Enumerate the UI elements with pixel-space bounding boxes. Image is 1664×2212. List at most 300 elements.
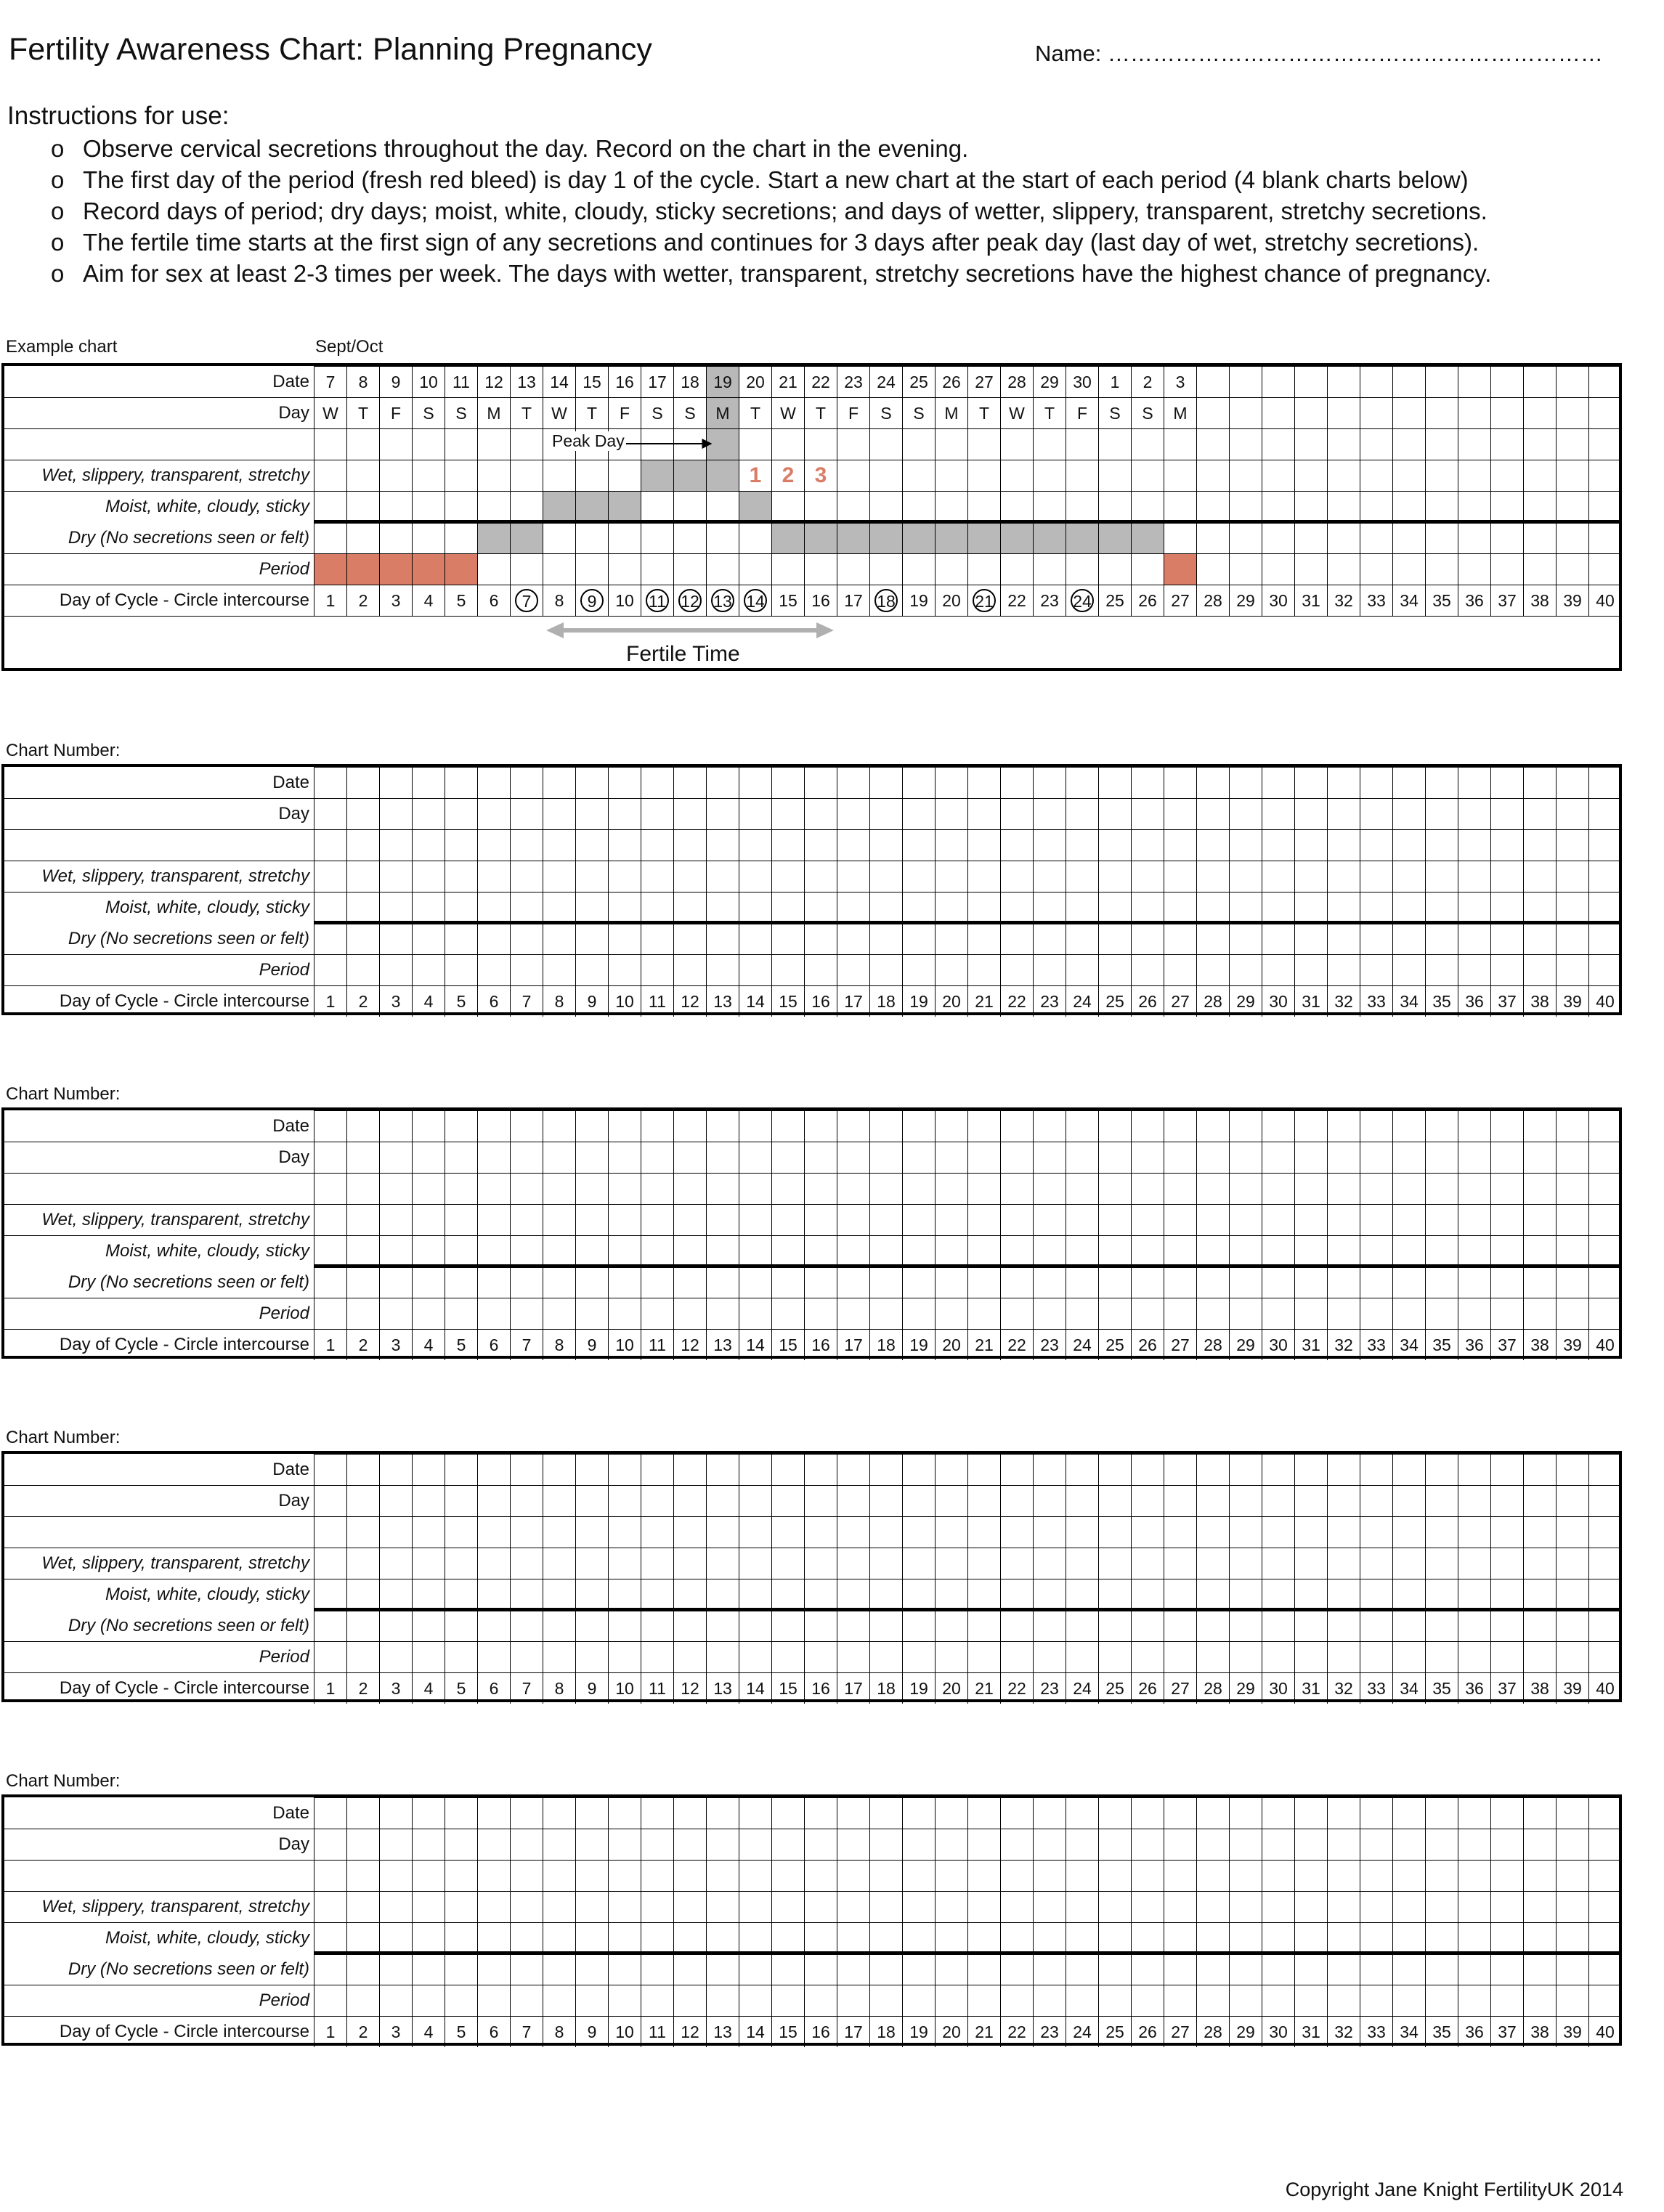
period-cell[interactable] — [510, 1641, 543, 1672]
date-cell[interactable] — [902, 1454, 935, 1485]
wet-cell[interactable] — [510, 861, 543, 892]
spacer-cell[interactable] — [1360, 1516, 1392, 1548]
wet-cell[interactable] — [1523, 1548, 1556, 1579]
dry-cell[interactable] — [1131, 1953, 1164, 1985]
wet-cell[interactable] — [1098, 1891, 1131, 1922]
moist-cell[interactable] — [1392, 1579, 1425, 1610]
day-cell[interactable] — [1066, 1142, 1098, 1173]
cycle-cell[interactable]: 19 — [902, 2016, 935, 2047]
dry-cell[interactable] — [412, 923, 445, 954]
spacer-cell[interactable] — [1066, 829, 1098, 861]
spacer-cell[interactable] — [706, 1173, 739, 1204]
spacer-cell[interactable] — [379, 1860, 412, 1891]
period-cell[interactable] — [1196, 1985, 1229, 2016]
dry-cell[interactable] — [771, 1610, 804, 1641]
cycle-day-cell[interactable]: 1 — [314, 585, 346, 616]
period-cell[interactable] — [1196, 1298, 1229, 1329]
moist-cell[interactable] — [314, 892, 346, 923]
wet-cell[interactable] — [706, 1548, 739, 1579]
dry-cell[interactable] — [641, 1266, 673, 1298]
day-cell[interactable] — [575, 1829, 608, 1860]
cycle-day-cell[interactable]: 26 — [1131, 585, 1164, 616]
spacer-cell[interactable] — [1196, 1516, 1229, 1548]
dry-cell[interactable] — [1000, 1266, 1033, 1298]
period-cell[interactable] — [641, 1641, 673, 1672]
spacer-cell[interactable] — [641, 1516, 673, 1548]
cycle-cell[interactable]: 26 — [1131, 2016, 1164, 2047]
period-cell[interactable] — [902, 1298, 935, 1329]
spacer-cell[interactable] — [1229, 1516, 1262, 1548]
moist-cell[interactable] — [1164, 1579, 1196, 1610]
period-cell[interactable] — [967, 1985, 1000, 2016]
spacer-cell[interactable] — [1000, 1516, 1033, 1548]
wet-cell[interactable] — [1458, 1891, 1490, 1922]
date-cell[interactable] — [902, 1110, 935, 1142]
day-cell[interactable] — [445, 1829, 477, 1860]
date-cell[interactable] — [1392, 1797, 1425, 1829]
wet-cell[interactable] — [346, 861, 379, 892]
moist-cell[interactable] — [543, 1579, 575, 1610]
spacer-cell[interactable] — [412, 1173, 445, 1204]
wet-cell[interactable] — [1392, 1548, 1425, 1579]
cycle-day-cell[interactable]: 6 — [477, 585, 510, 616]
cycle-cell[interactable]: 27 — [1164, 1672, 1196, 1704]
spacer-cell[interactable] — [1131, 1860, 1164, 1891]
period-cell[interactable] — [314, 1985, 346, 2016]
date-cell[interactable] — [1294, 1797, 1327, 1829]
period-cell[interactable] — [1229, 1641, 1262, 1672]
dry-cell[interactable] — [1164, 923, 1196, 954]
cycle-cell[interactable]: 36 — [1458, 985, 1490, 1017]
day-cell[interactable] — [739, 1829, 771, 1860]
day-cell[interactable] — [543, 798, 575, 829]
moist-cell[interactable] — [1523, 1922, 1556, 1953]
period-cell[interactable] — [510, 1298, 543, 1329]
moist-cell[interactable] — [902, 1579, 935, 1610]
day-cell[interactable] — [1523, 1485, 1556, 1516]
period-cell[interactable] — [445, 954, 477, 985]
date-cell[interactable] — [1033, 1454, 1066, 1485]
wet-cell[interactable] — [935, 861, 967, 892]
period-cell[interactable] — [379, 954, 412, 985]
cycle-cell[interactable]: 37 — [1490, 1672, 1523, 1704]
cycle-cell[interactable]: 18 — [869, 985, 902, 1017]
moist-cell[interactable] — [1458, 1579, 1490, 1610]
date-cell[interactable] — [1000, 767, 1033, 798]
day-cell[interactable] — [1392, 798, 1425, 829]
spacer-cell[interactable] — [673, 1173, 706, 1204]
day-cell[interactable] — [1262, 1829, 1294, 1860]
moist-cell[interactable] — [706, 1922, 739, 1953]
period-cell[interactable] — [1229, 1985, 1262, 2016]
spacer-cell[interactable] — [379, 1516, 412, 1548]
period-cell[interactable] — [1033, 1985, 1066, 2016]
dry-cell[interactable] — [1066, 1610, 1098, 1641]
date-cell[interactable] — [771, 1454, 804, 1485]
date-cell[interactable]: 24 — [869, 366, 902, 397]
wet-cell[interactable] — [1000, 1891, 1033, 1922]
day-cell[interactable] — [477, 798, 510, 829]
date-cell[interactable] — [1327, 767, 1360, 798]
period-cell[interactable] — [412, 1641, 445, 1672]
period-cell[interactable] — [1523, 1985, 1556, 2016]
date-cell[interactable] — [1425, 1110, 1458, 1142]
weekday-cell[interactable]: F — [837, 397, 869, 428]
date-cell[interactable] — [1000, 1110, 1033, 1142]
cycle-cell[interactable]: 23 — [1033, 1672, 1066, 1704]
cycle-cell[interactable]: 39 — [1556, 2016, 1588, 2047]
dry-cell[interactable] — [935, 1953, 967, 1985]
wet-cell[interactable] — [608, 1548, 641, 1579]
date-cell[interactable]: 12 — [477, 366, 510, 397]
date-cell[interactable] — [1066, 1797, 1098, 1829]
wet-cell[interactable] — [1425, 1204, 1458, 1235]
moist-cell[interactable] — [673, 1579, 706, 1610]
date-cell[interactable] — [346, 767, 379, 798]
dry-cell[interactable] — [445, 1266, 477, 1298]
cycle-cell[interactable]: 29 — [1229, 1672, 1262, 1704]
dry-cell[interactable] — [869, 923, 902, 954]
cycle-cell[interactable]: 7 — [510, 2016, 543, 2047]
cycle-day-cell[interactable]: 3 — [379, 585, 412, 616]
period-cell[interactable] — [346, 954, 379, 985]
moist-cell[interactable] — [1490, 1579, 1523, 1610]
day-cell[interactable] — [608, 1485, 641, 1516]
spacer-cell[interactable] — [935, 829, 967, 861]
spacer-cell[interactable] — [902, 1860, 935, 1891]
cycle-cell[interactable]: 4 — [412, 1329, 445, 1360]
period-cell[interactable] — [445, 1298, 477, 1329]
spacer-cell[interactable] — [575, 829, 608, 861]
date-cell[interactable] — [1523, 767, 1556, 798]
day-cell[interactable] — [1294, 1829, 1327, 1860]
cycle-cell[interactable]: 2 — [346, 2016, 379, 2047]
period-cell[interactable] — [1098, 954, 1131, 985]
cycle-cell[interactable]: 31 — [1294, 2016, 1327, 2047]
period-cell[interactable] — [510, 1985, 543, 2016]
wet-cell[interactable] — [1229, 1891, 1262, 1922]
day-cell[interactable] — [1196, 1485, 1229, 1516]
name-field[interactable]: Name: ………………………………………………………… — [1035, 41, 1603, 66]
spacer-cell[interactable] — [1131, 829, 1164, 861]
date-cell[interactable] — [673, 1110, 706, 1142]
dry-cell[interactable] — [869, 1953, 902, 1985]
moist-cell[interactable] — [1294, 1922, 1327, 1953]
day-cell[interactable] — [477, 1142, 510, 1173]
wet-cell[interactable] — [1229, 861, 1262, 892]
cycle-cell[interactable]: 12 — [673, 1329, 706, 1360]
date-cell[interactable] — [1556, 1110, 1588, 1142]
spacer-cell[interactable] — [1066, 1516, 1098, 1548]
spacer-cell[interactable] — [1392, 829, 1425, 861]
period-cell[interactable] — [1490, 1298, 1523, 1329]
cycle-cell[interactable]: 2 — [346, 1672, 379, 1704]
spacer-cell[interactable] — [1164, 1173, 1196, 1204]
weekday-cell[interactable]: S — [902, 397, 935, 428]
cycle-cell[interactable]: 23 — [1033, 985, 1066, 1017]
moist-cell[interactable] — [1196, 892, 1229, 923]
day-cell[interactable] — [902, 1142, 935, 1173]
wet-cell[interactable] — [673, 1891, 706, 1922]
wet-cell[interactable] — [346, 1891, 379, 1922]
cycle-cell[interactable]: 24 — [1066, 1329, 1098, 1360]
date-cell[interactable] — [1294, 1454, 1327, 1485]
wet-cell[interactable] — [1196, 1548, 1229, 1579]
day-cell[interactable] — [346, 798, 379, 829]
moist-cell[interactable] — [1588, 1922, 1621, 1953]
dry-cell[interactable] — [935, 1266, 967, 1298]
day-cell[interactable] — [1360, 798, 1392, 829]
wet-cell[interactable] — [543, 1891, 575, 1922]
spacer-cell[interactable] — [346, 1860, 379, 1891]
period-cell[interactable] — [902, 954, 935, 985]
date-cell[interactable] — [1131, 767, 1164, 798]
moist-cell[interactable] — [379, 1922, 412, 1953]
wet-cell[interactable] — [641, 1891, 673, 1922]
wet-cell[interactable] — [1490, 1891, 1523, 1922]
cycle-cell[interactable]: 8 — [543, 985, 575, 1017]
date-cell[interactable]: 16 — [608, 366, 641, 397]
cycle-cell[interactable]: 5 — [445, 1672, 477, 1704]
period-cell[interactable] — [1196, 1641, 1229, 1672]
wet-cell[interactable] — [477, 1204, 510, 1235]
dry-cell[interactable] — [1131, 923, 1164, 954]
day-cell[interactable] — [412, 798, 445, 829]
moist-cell[interactable] — [1294, 892, 1327, 923]
spacer-cell[interactable] — [869, 829, 902, 861]
dry-cell[interactable] — [314, 1610, 346, 1641]
dry-cell[interactable] — [477, 1953, 510, 1985]
date-cell[interactable]: 7 — [314, 366, 346, 397]
spacer-cell[interactable] — [1000, 1860, 1033, 1891]
period-cell[interactable] — [575, 1298, 608, 1329]
spacer-cell[interactable] — [967, 1173, 1000, 1204]
day-cell[interactable] — [673, 798, 706, 829]
dry-cell[interactable] — [1588, 923, 1621, 954]
moist-cell[interactable] — [1458, 1235, 1490, 1266]
wet-cell[interactable] — [1327, 861, 1360, 892]
wet-cell[interactable] — [575, 1891, 608, 1922]
wet-cell[interactable] — [1588, 1204, 1621, 1235]
cycle-cell[interactable]: 24 — [1066, 1672, 1098, 1704]
spacer-cell[interactable] — [771, 1860, 804, 1891]
wet-cell[interactable] — [314, 861, 346, 892]
wet-cell[interactable] — [739, 1548, 771, 1579]
period-cell[interactable] — [608, 1298, 641, 1329]
spacer-cell[interactable] — [935, 1860, 967, 1891]
wet-cell[interactable] — [1164, 861, 1196, 892]
period-cell[interactable] — [869, 1298, 902, 1329]
date-cell[interactable] — [445, 1110, 477, 1142]
day-cell[interactable] — [346, 1142, 379, 1173]
wet-cell[interactable] — [1098, 1204, 1131, 1235]
date-cell[interactable] — [869, 1110, 902, 1142]
date-cell[interactable] — [510, 1110, 543, 1142]
date-cell[interactable] — [1425, 767, 1458, 798]
period-cell[interactable] — [412, 1298, 445, 1329]
day-cell[interactable] — [967, 1485, 1000, 1516]
cycle-cell[interactable]: 4 — [412, 2016, 445, 2047]
day-cell[interactable] — [771, 1142, 804, 1173]
moist-cell[interactable] — [608, 1579, 641, 1610]
day-cell[interactable] — [1164, 1485, 1196, 1516]
spacer-cell[interactable] — [673, 829, 706, 861]
spacer-cell[interactable] — [445, 1516, 477, 1548]
cycle-day-cell[interactable]: 27 — [1164, 585, 1196, 616]
cycle-cell[interactable]: 3 — [379, 985, 412, 1017]
day-cell[interactable] — [1425, 798, 1458, 829]
moist-cell[interactable] — [1196, 1579, 1229, 1610]
wet-cell[interactable] — [412, 861, 445, 892]
date-cell[interactable]: 22 — [804, 366, 837, 397]
spacer-cell[interactable] — [1458, 1173, 1490, 1204]
dry-cell[interactable] — [1392, 923, 1425, 954]
moist-cell[interactable] — [1360, 1579, 1392, 1610]
period-cell[interactable] — [641, 1985, 673, 2016]
dry-cell[interactable] — [706, 923, 739, 954]
cycle-day-cell[interactable]: 36 — [1458, 585, 1490, 616]
period-cell[interactable] — [869, 954, 902, 985]
period-cell[interactable] — [379, 1298, 412, 1329]
day-cell[interactable] — [575, 1485, 608, 1516]
cycle-cell[interactable]: 8 — [543, 1329, 575, 1360]
day-cell[interactable] — [1229, 1485, 1262, 1516]
spacer-cell[interactable] — [346, 1516, 379, 1548]
cycle-cell[interactable]: 35 — [1425, 2016, 1458, 2047]
day-cell[interactable] — [1425, 1485, 1458, 1516]
moist-cell[interactable] — [1360, 1235, 1392, 1266]
moist-cell[interactable] — [1392, 1922, 1425, 1953]
wet-cell[interactable] — [1588, 861, 1621, 892]
dry-cell[interactable] — [1556, 1266, 1588, 1298]
period-cell[interactable] — [641, 1298, 673, 1329]
day-cell[interactable] — [935, 798, 967, 829]
date-cell[interactable] — [739, 1454, 771, 1485]
period-cell[interactable] — [804, 954, 837, 985]
moist-cell[interactable] — [739, 1922, 771, 1953]
spacer-cell[interactable] — [1000, 829, 1033, 861]
moist-cell[interactable] — [1131, 1235, 1164, 1266]
spacer-cell[interactable] — [1425, 1860, 1458, 1891]
period-cell[interactable] — [1490, 954, 1523, 985]
dry-cell[interactable] — [902, 1953, 935, 1985]
cycle-day-cell[interactable]: 4 — [412, 585, 445, 616]
spacer-cell[interactable] — [543, 829, 575, 861]
date-cell[interactable] — [967, 1110, 1000, 1142]
spacer-cell[interactable] — [771, 829, 804, 861]
spacer-cell[interactable] — [902, 1173, 935, 1204]
date-cell[interactable] — [1196, 1454, 1229, 1485]
moist-cell[interactable] — [1033, 892, 1066, 923]
period-cell[interactable] — [837, 1298, 869, 1329]
wet-cell[interactable] — [1033, 1204, 1066, 1235]
spacer-cell[interactable] — [379, 1173, 412, 1204]
cycle-day-cell[interactable]: 25 — [1098, 585, 1131, 616]
spacer-cell[interactable] — [477, 1516, 510, 1548]
spacer-cell[interactable] — [739, 829, 771, 861]
day-cell[interactable] — [1000, 1829, 1033, 1860]
period-cell[interactable] — [869, 1985, 902, 2016]
spacer-cell[interactable] — [739, 1860, 771, 1891]
period-cell[interactable] — [902, 1985, 935, 2016]
period-cell[interactable] — [706, 1641, 739, 1672]
cycle-cell[interactable]: 14 — [739, 1672, 771, 1704]
date-cell[interactable] — [1588, 1797, 1621, 1829]
cycle-cell[interactable]: 13 — [706, 2016, 739, 2047]
dry-cell[interactable] — [608, 1953, 641, 1985]
cycle-cell[interactable]: 16 — [804, 2016, 837, 2047]
day-cell[interactable] — [1556, 1142, 1588, 1173]
dry-cell[interactable] — [1490, 923, 1523, 954]
cycle-cell[interactable]: 18 — [869, 2016, 902, 2047]
moist-cell[interactable] — [543, 1922, 575, 1953]
date-cell[interactable] — [1392, 767, 1425, 798]
period-cell[interactable] — [1327, 954, 1360, 985]
date-cell[interactable] — [346, 1454, 379, 1485]
dry-cell[interactable] — [641, 1953, 673, 1985]
dry-cell[interactable] — [1490, 1953, 1523, 1985]
day-cell[interactable] — [1360, 1485, 1392, 1516]
moist-cell[interactable] — [1229, 1579, 1262, 1610]
spacer-cell[interactable] — [412, 1860, 445, 1891]
day-cell[interactable] — [1033, 1485, 1066, 1516]
cycle-day-cell[interactable]: 39 — [1556, 585, 1588, 616]
cycle-cell[interactable]: 27 — [1164, 2016, 1196, 2047]
date-cell[interactable] — [1229, 1797, 1262, 1829]
moist-cell[interactable] — [1523, 1235, 1556, 1266]
day-cell[interactable] — [379, 1485, 412, 1516]
cycle-cell[interactable]: 9 — [575, 1672, 608, 1704]
period-cell[interactable] — [1033, 1641, 1066, 1672]
cycle-cell[interactable]: 14 — [739, 2016, 771, 2047]
spacer-cell[interactable] — [739, 1516, 771, 1548]
wet-cell[interactable] — [1556, 1891, 1588, 1922]
moist-cell[interactable] — [445, 1922, 477, 1953]
moist-cell[interactable] — [412, 1579, 445, 1610]
day-cell[interactable] — [804, 1829, 837, 1860]
cycle-cell[interactable]: 32 — [1327, 985, 1360, 1017]
wet-cell[interactable] — [1066, 1548, 1098, 1579]
spacer-cell[interactable] — [771, 1516, 804, 1548]
cycle-cell[interactable]: 6 — [477, 1672, 510, 1704]
weekday-cell[interactable]: M — [1164, 397, 1196, 428]
cycle-cell[interactable]: 29 — [1229, 1329, 1262, 1360]
wet-cell[interactable] — [869, 1891, 902, 1922]
dry-cell[interactable] — [1392, 1953, 1425, 1985]
spacer-cell[interactable] — [902, 1516, 935, 1548]
dry-cell[interactable] — [412, 1610, 445, 1641]
day-cell[interactable] — [804, 1142, 837, 1173]
date-cell[interactable] — [1327, 1110, 1360, 1142]
day-cell[interactable] — [445, 1485, 477, 1516]
day-cell[interactable] — [510, 1142, 543, 1173]
moist-cell[interactable] — [771, 1922, 804, 1953]
wet-cell[interactable] — [510, 1204, 543, 1235]
dry-cell[interactable] — [1196, 1266, 1229, 1298]
day-cell[interactable] — [379, 1829, 412, 1860]
dry-cell[interactable] — [804, 1953, 837, 1985]
cycle-cell[interactable]: 13 — [706, 1672, 739, 1704]
moist-cell[interactable] — [673, 892, 706, 923]
wet-cell[interactable] — [1425, 1548, 1458, 1579]
dry-cell[interactable] — [1360, 1266, 1392, 1298]
date-cell[interactable]: 2 — [1131, 366, 1164, 397]
wet-cell[interactable] — [314, 1548, 346, 1579]
wet-cell[interactable] — [1523, 1204, 1556, 1235]
cycle-cell[interactable]: 16 — [804, 1329, 837, 1360]
cycle-cell[interactable]: 1 — [314, 1329, 346, 1360]
wet-cell[interactable] — [1229, 1204, 1262, 1235]
